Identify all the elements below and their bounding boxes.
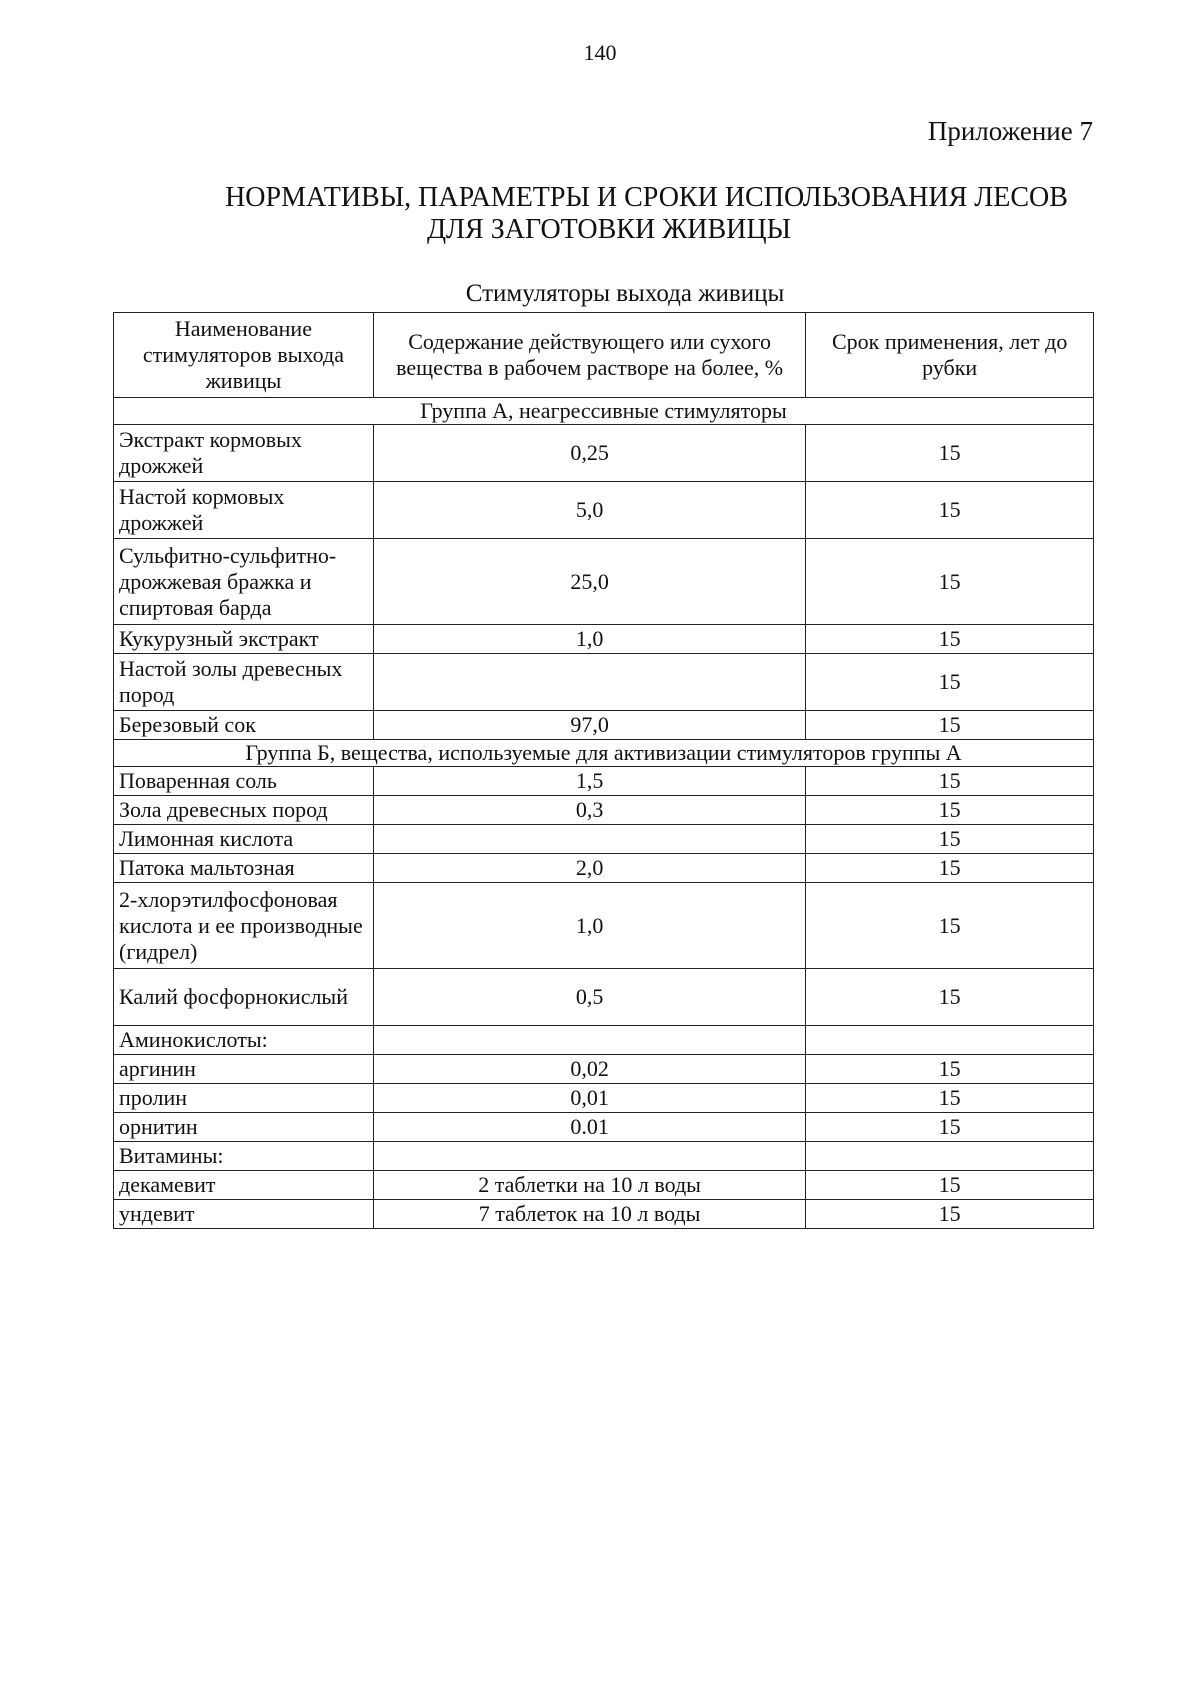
cell-name: Березовый сок [114, 711, 374, 740]
cell-content: 7 таблеток на 10 л воды [373, 1200, 805, 1229]
table-row [114, 1113, 1094, 1142]
stimulators-table [113, 312, 1094, 1229]
table-row [114, 1055, 1094, 1084]
cell-term: 15 [806, 1113, 1094, 1142]
cell-term: 15 [806, 711, 1094, 740]
cell-term: 15 [806, 796, 1094, 825]
table-row [114, 883, 1094, 969]
table-row [114, 854, 1094, 883]
cell-term [806, 1026, 1094, 1055]
cell-content: 5,0 [373, 482, 805, 539]
table-row [114, 1171, 1094, 1200]
cell-name: пролин [114, 1084, 374, 1113]
cell-content: 0.01 [373, 1113, 805, 1142]
table-row [114, 969, 1094, 1026]
cell-term: 15 [806, 425, 1094, 482]
cell-content: 1,0 [373, 883, 805, 969]
cell-name: Лимонная кислота [114, 825, 374, 854]
cell-term: 15 [806, 482, 1094, 539]
cell-term: 15 [806, 825, 1094, 854]
document-title [0, 182, 1200, 246]
cell-content: 97,0 [373, 711, 805, 740]
cell-term: 15 [806, 854, 1094, 883]
table-row [114, 711, 1094, 740]
table-row [114, 539, 1094, 625]
table-row [114, 425, 1094, 482]
cell-name: аргинин [114, 1055, 374, 1084]
document-title-line-1: НОРМАТИВЫ, ПАРАМЕТРЫ И СРОКИ ИСПОЛЬЗОВАНИЯ ЛЕСОВ [225, 182, 1068, 213]
table-row [114, 625, 1094, 654]
cell-name: Витамины: [114, 1142, 374, 1171]
cell-term: 15 [806, 1200, 1094, 1229]
cell-name: ундевит [114, 1200, 374, 1229]
table-row [114, 825, 1094, 854]
table-row [114, 767, 1094, 796]
cell-name: Зола древесных пород [114, 796, 374, 825]
group-a-row [114, 398, 1094, 425]
cell-content: 2,0 [373, 854, 805, 883]
table-row [114, 1084, 1094, 1113]
cell-name: орнитин [114, 1113, 374, 1142]
cell-term: 15 [806, 625, 1094, 654]
cell-term: 15 [806, 654, 1094, 711]
group-b-row-label: Группа Б, вещества, используемые для активизации стимуляторов группы А [114, 740, 1094, 767]
cell-name: Аминокислоты: [114, 1026, 374, 1055]
cell-name: Сульфитно-сульфитно-дрожжевая бражка и спиртовая барда [114, 539, 374, 625]
cell-name: Калий фосфорнокислый [114, 969, 374, 1026]
cell-name: Кукурузный экстракт [114, 625, 374, 654]
group-a-row-label: Группа А, неагрессивные стимуляторы [114, 398, 1094, 425]
table-row [114, 1026, 1094, 1055]
cell-name: Настой золы древесных пород [114, 654, 374, 711]
cell-term: 15 [806, 1055, 1094, 1084]
header-content: Содержание действующего или сухого вещества в рабочем растворе на более, % [373, 313, 805, 398]
cell-content [373, 654, 805, 711]
cell-content: 0,3 [373, 796, 805, 825]
cell-content [373, 1026, 805, 1055]
group-b-row [114, 740, 1094, 767]
cell-term: 15 [806, 1171, 1094, 1200]
cell-term: 15 [806, 1084, 1094, 1113]
cell-content: 25,0 [373, 539, 805, 625]
header-name: Наименование стимуляторов выхода живицы [114, 313, 374, 398]
cell-term: 15 [806, 883, 1094, 969]
table-row [114, 796, 1094, 825]
cell-name: 2-хлорэтилфосфоновая кислота и ее производные (гидрел) [114, 883, 374, 969]
cell-term: 15 [806, 767, 1094, 796]
cell-content: 0,01 [373, 1084, 805, 1113]
cell-content [373, 825, 805, 854]
cell-content: 0,25 [373, 425, 805, 482]
table-row [114, 1142, 1094, 1171]
cell-term [806, 1142, 1094, 1171]
page-number: 140 [583, 40, 617, 65]
cell-name: Патока мальтозная [114, 854, 374, 883]
cell-content: 2 таблетки на 10 л воды [373, 1171, 805, 1200]
cell-name: Экстракт кормовых дрожжей [114, 425, 374, 482]
cell-content [373, 1142, 805, 1171]
header-term: Срок применения, лет до рубки [806, 313, 1094, 398]
table-body [114, 398, 1094, 1229]
cell-name: Настой кормовых дрожжей [114, 482, 374, 539]
cell-content: 1,5 [373, 767, 805, 796]
appendix-label: Приложение 7 [927, 116, 1093, 146]
cell-term: 15 [806, 969, 1094, 1026]
cell-term: 15 [806, 539, 1094, 625]
document-title-line-2: ДЛЯ ЗАГОТОВКИ ЖИВИЦЫ [426, 214, 792, 245]
table-row [114, 654, 1094, 711]
table-row [114, 1200, 1094, 1229]
table-caption: Стимуляторы выхода живицы [465, 280, 785, 307]
cell-name: Поваренная соль [114, 767, 374, 796]
cell-content: 0,5 [373, 969, 805, 1026]
table-header-row [114, 313, 1094, 398]
cell-name: декамевит [114, 1171, 374, 1200]
cell-content: 1,0 [373, 625, 805, 654]
table-row [114, 482, 1094, 539]
cell-content: 0,02 [373, 1055, 805, 1084]
